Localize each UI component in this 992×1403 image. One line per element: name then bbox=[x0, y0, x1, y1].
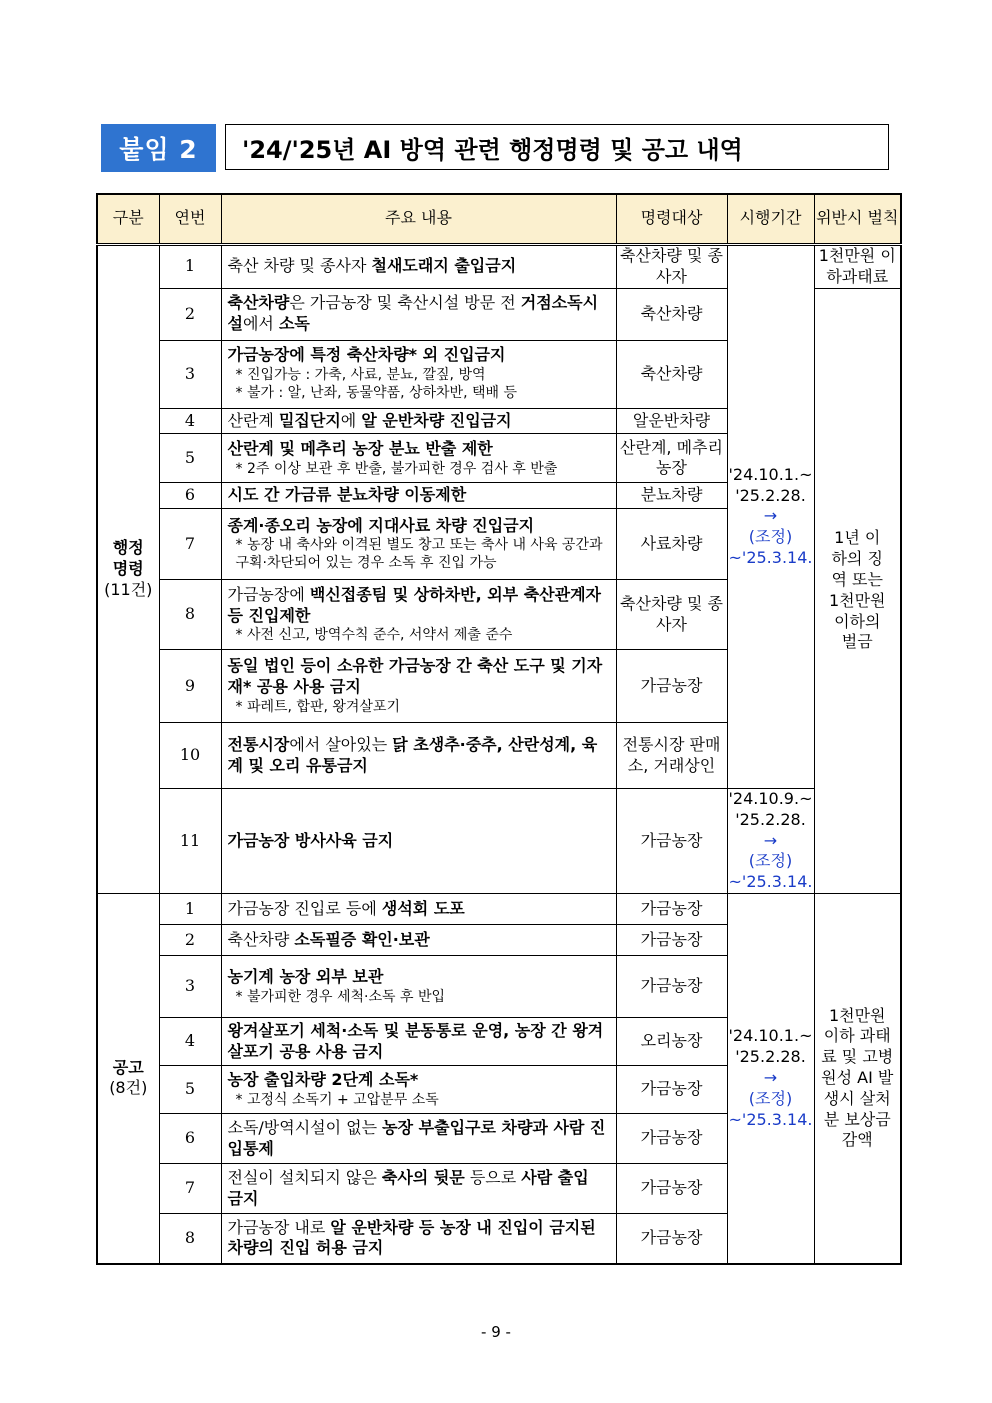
content-cell bbox=[221, 1114, 616, 1164]
row-number: 10 bbox=[159, 723, 221, 789]
row-number: 11 bbox=[159, 789, 221, 894]
col-header: 시행기간 bbox=[727, 194, 814, 244]
content-main: 시도 간 가금류 분뇨차량 이동제한 bbox=[227, 485, 467, 505]
content-cell bbox=[221, 894, 616, 925]
period-adjusted-end: ~'25.3.14. bbox=[728, 547, 813, 567]
period-adjusted-label: (조정) bbox=[748, 851, 793, 871]
content-note: * 2주 이상 보관 후 반출, 불가피한 경우 검사 후 반출 bbox=[235, 460, 558, 477]
content-main: 가금농장 내로 알 운반차량 등 농장 내 진입이 금지된 차량의 진입 허용 금지 bbox=[227, 1217, 596, 1258]
content-cell bbox=[221, 650, 616, 723]
penalty-cell: 1년 이하의 징역 또는 1천만원 이하의 벌금 bbox=[814, 288, 901, 894]
row-number: 2 bbox=[159, 925, 221, 956]
category-count: (11건) bbox=[104, 579, 153, 599]
target-cell: 가금농장 bbox=[616, 1214, 727, 1264]
content-cell bbox=[221, 1018, 616, 1066]
table-row bbox=[97, 789, 901, 894]
content-main: 농기계 농장 외부 보관 bbox=[227, 967, 384, 987]
row-number: 3 bbox=[159, 956, 221, 1018]
content-main: 가금농장 방사사육 금지 bbox=[227, 830, 394, 850]
col-header: 위반시 벌칙 bbox=[814, 194, 901, 244]
target-cell: 오리농장 bbox=[616, 1018, 727, 1066]
period-cell bbox=[727, 894, 814, 1264]
content-main: 산란계 및 메추리 농장 분뇨 반출 제한 bbox=[227, 438, 493, 458]
period-start: '24.10.1.~ bbox=[728, 1026, 813, 1046]
content-main: 산란계 밀집단지에 알 운반차량 진입금지 bbox=[227, 410, 512, 430]
content-main: 전통시장에서 살아있는 닭 초생추·중추, 산란성계, 육계 및 오리 유통금지 bbox=[227, 734, 598, 775]
document-header bbox=[101, 124, 891, 172]
row-number: 1 bbox=[159, 244, 221, 288]
period-start: '24.10.1.~ bbox=[728, 464, 813, 484]
page-title: '24/'25년 AI 방역 관련 행정명령 및 공고 내역 bbox=[225, 124, 889, 170]
content-main: 가금농장에 특정 축산차량* 외 진입금지 bbox=[227, 345, 506, 365]
content-main: 동일 법인 등이 소유한 가금농장 간 축산 도구 및 기자재* 공용 사용 금지 bbox=[227, 656, 603, 696]
row-number: 4 bbox=[159, 1018, 221, 1066]
row-number: 6 bbox=[159, 483, 221, 509]
content-main: 종계·종오리 농장에 지대사료 차량 진입금지 bbox=[227, 515, 535, 535]
content-cell bbox=[221, 244, 616, 288]
period-end: '25.2.28. bbox=[735, 485, 806, 505]
row-number: 3 bbox=[159, 340, 221, 408]
content-note: * 농장 내 축사와 이격된 별도 창고 또는 축사 내 사육 공간과 구획·차단되어 있는 경우 소독 후 진입 가능 bbox=[235, 537, 603, 572]
content-main: 축산차량은 가금농장 및 축산시설 방문 전 거점소독시설에서 소독 bbox=[227, 293, 599, 333]
row-number: 8 bbox=[159, 580, 221, 650]
table-row bbox=[97, 894, 901, 925]
category-cell bbox=[97, 894, 159, 1264]
content-cell bbox=[221, 789, 616, 894]
period-adjusted-end: ~'25.3.14. bbox=[728, 1109, 813, 1129]
period-cell bbox=[727, 244, 814, 789]
period-cell bbox=[727, 789, 814, 894]
penalty-cell: 1천만원 이하 과태료 및 고병원성 AI 발생시 살처분 보상금 감액 bbox=[814, 894, 901, 1264]
target-cell: 산란계, 메추리 농장 bbox=[616, 434, 727, 483]
category-label: 행정명령 bbox=[112, 538, 144, 578]
content-main: 가금농장에 백신접종팀 및 상하차반, 외부 축산관계자 등 진입제한 bbox=[227, 584, 601, 625]
content-main: 소독/방역시설이 없는 농장 부출입구로 차량과 사람 진입통제 bbox=[227, 1117, 606, 1158]
page-number: - 9 - bbox=[481, 1323, 511, 1341]
col-header: 주요 내용 bbox=[221, 194, 616, 244]
table-header-row bbox=[97, 194, 901, 244]
content-cell bbox=[221, 509, 616, 580]
content-cell bbox=[221, 1214, 616, 1264]
content-cell bbox=[221, 1066, 616, 1114]
content-main: 축산차량 소독필증 확인·보관 bbox=[227, 929, 430, 949]
attachment-tag: 붙임 2 bbox=[101, 124, 216, 172]
content-note: * 진입가능 : 가축, 사료, 분뇨, 깔짚, 방역 bbox=[235, 367, 486, 384]
arrow-icon: → bbox=[763, 1067, 778, 1087]
period-adjusted-label: (조정) bbox=[748, 527, 793, 547]
row-number: 5 bbox=[159, 434, 221, 483]
category-count: (8건) bbox=[109, 1078, 148, 1098]
period-start: '24.10.9.~ bbox=[728, 789, 813, 809]
content-cell bbox=[221, 340, 616, 408]
content-cell bbox=[221, 483, 616, 509]
content-main: 농장 출입차량 2단계 소독* bbox=[227, 1070, 419, 1090]
period-end: '25.2.28. bbox=[735, 809, 806, 829]
content-note: * 불가 : 알, 난좌, 동물약품, 상하차반, 택배 등 bbox=[235, 385, 518, 402]
content-cell bbox=[221, 434, 616, 483]
content-main: 왕겨살포기 세척·소독 및 분동통로 운영, 농장 간 왕겨살포기 공용 사용 금지 bbox=[227, 1020, 604, 1061]
target-cell: 가금농장 bbox=[616, 1164, 727, 1214]
category-cell bbox=[97, 244, 159, 894]
target-cell: 축산차량 bbox=[616, 288, 727, 340]
content-cell bbox=[221, 1164, 616, 1214]
content-main: 전실이 설치되지 않은 축사의 뒷문 등으로 사람 출입 금지 bbox=[227, 1167, 589, 1208]
row-number: 1 bbox=[159, 894, 221, 925]
col-header: 명령대상 bbox=[616, 194, 727, 244]
target-cell: 축산차량 및 종사자 bbox=[616, 244, 727, 288]
table-row bbox=[97, 244, 901, 288]
arrow-icon: → bbox=[763, 830, 778, 850]
content-cell bbox=[221, 408, 616, 434]
target-cell: 전통시장 판매소, 거래상인 bbox=[616, 723, 727, 789]
col-header: 구분 bbox=[97, 194, 159, 244]
penalty-cell: 1천만원 이하과태료 bbox=[814, 244, 901, 288]
row-number: 4 bbox=[159, 408, 221, 434]
content-main: 가금농장 진입로 등에 생석회 도포 bbox=[227, 898, 465, 918]
target-cell: 축산차량 bbox=[616, 340, 727, 408]
content-cell bbox=[221, 723, 616, 789]
row-number: 7 bbox=[159, 509, 221, 580]
target-cell: 가금농장 bbox=[616, 789, 727, 894]
period-adjusted-end: ~'25.3.14. bbox=[728, 872, 813, 892]
row-number: 2 bbox=[159, 288, 221, 340]
target-cell: 축산차량 및 종사자 bbox=[616, 580, 727, 650]
row-number: 5 bbox=[159, 1066, 221, 1114]
target-cell: 가금농장 bbox=[616, 956, 727, 1018]
content-cell bbox=[221, 956, 616, 1018]
content-note: * 불가피한 경우 세척·소독 후 반입 bbox=[235, 988, 446, 1005]
target-cell: 사료차량 bbox=[616, 509, 727, 580]
target-cell: 가금농장 bbox=[616, 894, 727, 925]
orders-table bbox=[96, 193, 902, 1265]
content-cell bbox=[221, 925, 616, 956]
period-end: '25.2.28. bbox=[735, 1047, 806, 1067]
content-note: * 파레트, 합판, 왕겨살포기 bbox=[235, 698, 400, 715]
row-number: 9 bbox=[159, 650, 221, 723]
content-main: 축산 차량 및 종사자 철새도래지 출입금지 bbox=[227, 256, 517, 276]
row-number: 8 bbox=[159, 1214, 221, 1264]
target-cell: 알운반차량 bbox=[616, 408, 727, 434]
content-cell bbox=[221, 580, 616, 650]
row-number: 7 bbox=[159, 1164, 221, 1214]
arrow-icon: → bbox=[763, 506, 778, 526]
target-cell: 가금농장 bbox=[616, 925, 727, 956]
target-cell: 분뇨차량 bbox=[616, 483, 727, 509]
row-number: 6 bbox=[159, 1114, 221, 1164]
content-note: * 사전 신고, 방역수칙 준수, 서약서 제출 준수 bbox=[235, 627, 513, 644]
target-cell: 가금농장 bbox=[616, 1066, 727, 1114]
target-cell: 가금농장 bbox=[616, 650, 727, 723]
category-label: 공고 bbox=[112, 1057, 144, 1077]
content-cell bbox=[221, 288, 616, 340]
period-adjusted-label: (조정) bbox=[748, 1088, 793, 1108]
content-note: * 고정식 소독기 + 고압분무 소독 bbox=[235, 1091, 439, 1108]
col-header: 연번 bbox=[159, 194, 221, 244]
target-cell: 가금농장 bbox=[616, 1114, 727, 1164]
